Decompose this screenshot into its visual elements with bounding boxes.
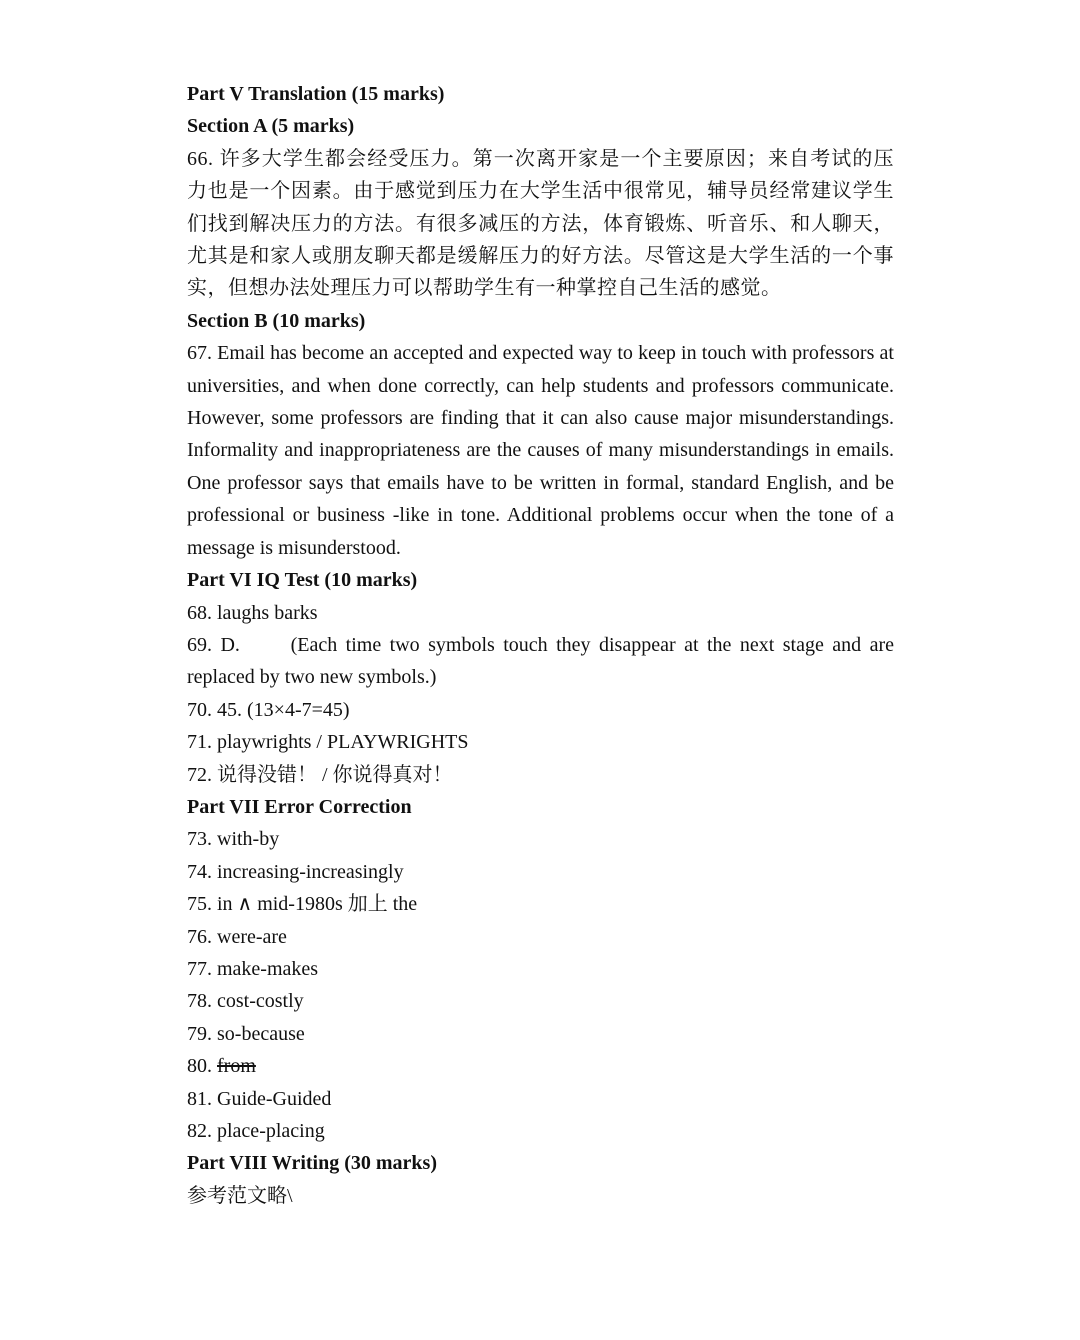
part7-heading: Part VII Error Correction xyxy=(187,795,412,818)
section-a-heading: Section A (5 marks) xyxy=(187,115,355,138)
answer-78: 78. cost-costly xyxy=(187,990,304,1013)
section-b-heading: Section B (10 marks) xyxy=(187,309,366,332)
answer-69-explanation: (Each time two symbols touch they disappear at the next stage and are replaced by two new symbols.) xyxy=(187,633,895,689)
answer-72: 72. 说得没错！ / 你说得真对！ xyxy=(187,763,453,786)
answer-68: 68. laughs barks xyxy=(187,601,318,624)
answer-69-number: 69. D. xyxy=(187,633,240,656)
answer-73: 73. with-by xyxy=(187,828,280,851)
answer-75: 75. in ∧ mid-1980s 加上 the xyxy=(187,893,418,916)
answer-67-paragraph: 67. Email has become an accepted and expected way to keep in touch with professors at universities, and when done correctly, can help students and professors communicate. However, some professors are finding that it can also cause major misunderstandings. Informality and inappropriateness are the causes of many misunderstandings in emails. One professor says that emails have to be written in formal, standard English, and be professional or business -like in tone. Additional problems occur when the tone of a message is misunderstood. xyxy=(187,342,894,559)
answer-70: 70. 45. (13×4-7=45) xyxy=(187,698,350,721)
answer-80 xyxy=(187,1050,894,1082)
answer-80-number: 80. xyxy=(187,1055,212,1078)
writing-answer-note: 参考范文略\ xyxy=(187,1184,293,1207)
answer-80-struck-word: from xyxy=(217,1055,256,1078)
answer-69 xyxy=(187,629,894,694)
answer-81: 81. Guide-Guided xyxy=(187,1087,332,1110)
answer-66-paragraph: 66. 许多大学生都会经受压力。第一次离开家是一个主要原因；来自考试的压力也是一个因素。由于感觉到压力在大学生活中很常见，辅导员经常建议学生们找到解决压力的方法。有很多减压的方法，体育锻炼、听音乐、和人聊天，尤其是和家人或朋友聊天都是缓解压力的好方法。尽管这是大学生活的一个事实，但想办法处理压力可以帮助学生有一种掌控自己生活的感觉。 xyxy=(187,147,894,300)
answer-74: 74. increasing-increasingly xyxy=(187,860,404,883)
answer-77: 77. make-makes xyxy=(187,957,319,980)
part8-heading: Part VIII Writing (30 marks) xyxy=(187,1152,437,1175)
answer-82: 82. place-placing xyxy=(187,1120,325,1142)
answer-key-document xyxy=(187,78,894,1212)
answer-79: 79. so-because xyxy=(187,1022,305,1045)
part6-heading: Part VI IQ Test (10 marks) xyxy=(187,569,418,592)
answer-76: 76. were-are xyxy=(187,925,287,948)
part5-heading: Part V Translation (15 marks) xyxy=(187,83,445,105)
answer-71: 71. playwrights / PLAYWRIGHTS xyxy=(187,731,469,754)
